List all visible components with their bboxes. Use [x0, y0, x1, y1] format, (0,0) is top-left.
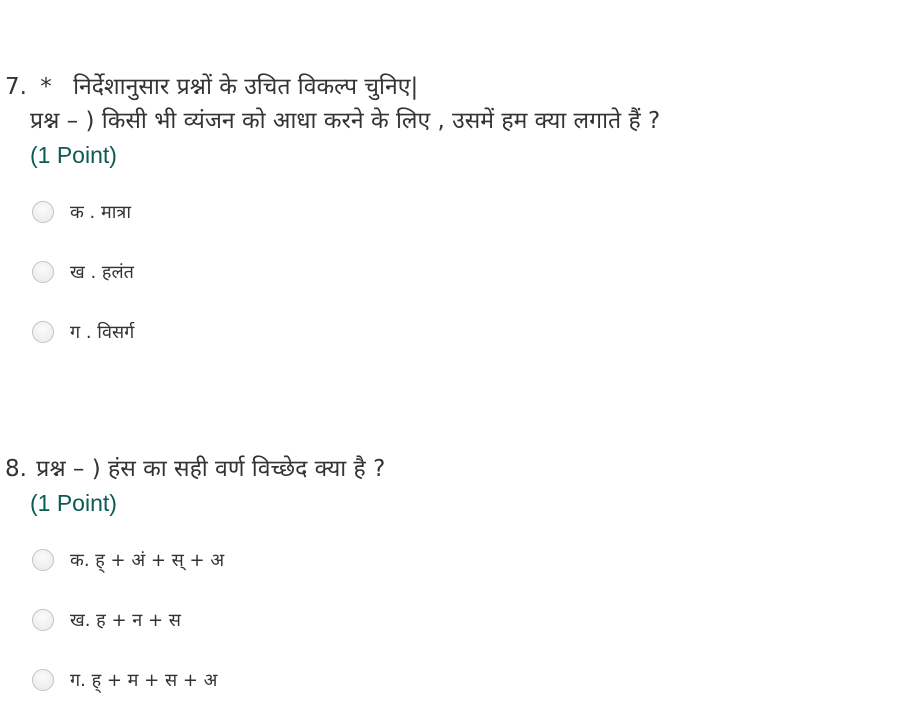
option-label: क. ह् + अं + स् + अ: [70, 550, 225, 571]
question-number: 8.: [5, 456, 27, 482]
option-item[interactable]: [32, 530, 916, 590]
question-title: प्रश्न – ) हंस का सही वर्ण विच्छेद क्या है ?: [36, 456, 386, 482]
option-label: ग . विसर्ग: [70, 322, 135, 343]
option-item[interactable]: [32, 650, 916, 708]
option-item[interactable]: [32, 242, 916, 302]
question-number: 7.: [5, 74, 27, 100]
question-points: (1 Point): [30, 490, 117, 516]
question-title: निर्देशानुसार प्रश्नों के उचित विकल्प चुनिए|: [73, 74, 419, 100]
question-7: [0, 70, 916, 362]
option-item[interactable]: [32, 590, 916, 650]
option-item[interactable]: [32, 182, 916, 242]
question-prompt: प्रश्न – ) किसी भी व्यंजन को आधा करने के लिए , उसमें हम क्या लगाते हैं ?: [30, 108, 661, 134]
radio-button[interactable]: [32, 609, 54, 631]
question-7-header: [0, 70, 916, 104]
option-label: क . मात्रा: [70, 202, 132, 223]
question-8: [0, 452, 916, 708]
radio-button[interactable]: [32, 201, 54, 223]
question-points: (1 Point): [30, 142, 117, 168]
radio-button[interactable]: [32, 261, 54, 283]
option-list: [0, 182, 916, 362]
radio-button[interactable]: [32, 549, 54, 571]
option-label: ख . हलंत: [70, 262, 134, 283]
option-item[interactable]: [32, 302, 916, 362]
required-marker: *: [40, 74, 52, 100]
question-8-header: [0, 452, 916, 486]
radio-button[interactable]: [32, 321, 54, 343]
option-list: [0, 530, 916, 708]
option-label: ख. ह + न + स: [70, 610, 181, 631]
radio-button[interactable]: [32, 669, 54, 691]
option-label: ग. ह् + म + स + अ: [70, 670, 218, 691]
